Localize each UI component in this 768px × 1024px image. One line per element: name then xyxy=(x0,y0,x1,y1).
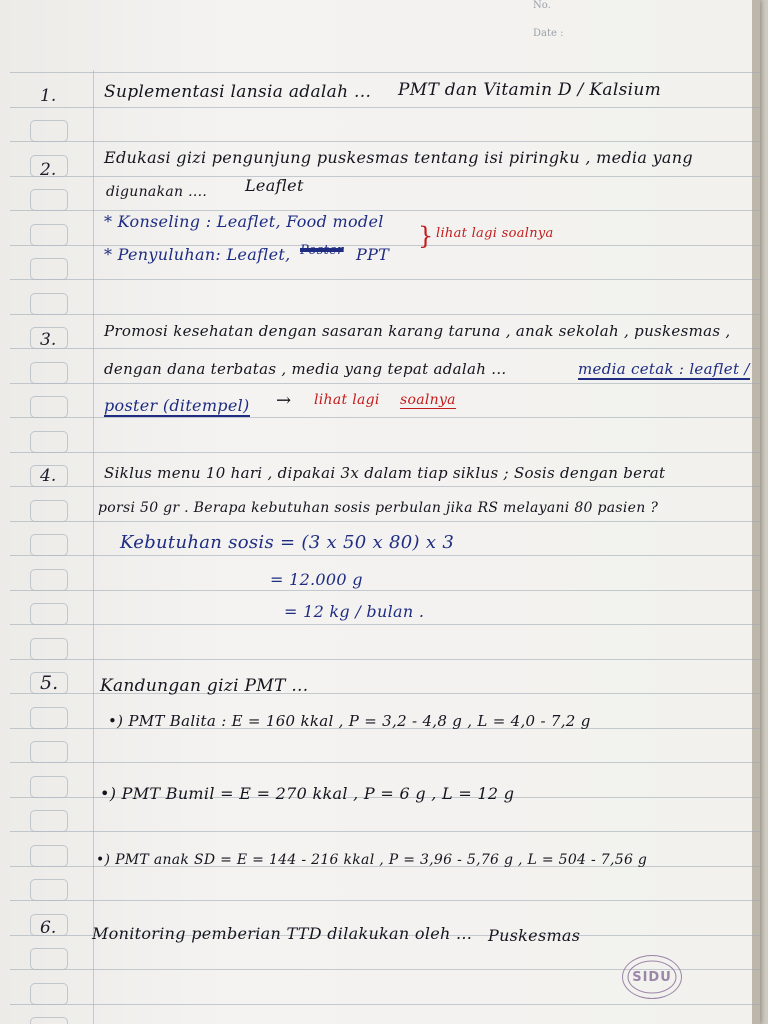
item-6-answer: Puskesmas xyxy=(488,926,581,945)
ruled-line xyxy=(10,659,760,660)
ruled-line xyxy=(10,383,760,384)
margin-box xyxy=(30,431,68,453)
margin-box xyxy=(30,120,68,142)
margin-box xyxy=(30,603,68,625)
item-3-note-underlined xyxy=(400,392,456,408)
ruled-line xyxy=(10,624,760,625)
ruled-line xyxy=(10,555,760,556)
margin-box xyxy=(30,224,68,246)
margin-box xyxy=(30,258,68,280)
ruled-line xyxy=(10,141,760,142)
margin-box xyxy=(30,879,68,901)
ruled-line xyxy=(10,1004,760,1005)
item-2-crossed-out: Poster xyxy=(300,243,344,258)
item-3-number: 3. xyxy=(40,330,57,350)
item-5-bumil: •) PMT Bumil = E = 270 kkal , P = 6 g , L = 12 g xyxy=(100,784,515,803)
margin-box xyxy=(30,638,68,660)
item-3-note: lihat lagi xyxy=(314,392,380,408)
item-3-line-3 xyxy=(104,396,250,415)
arrow: → xyxy=(276,390,292,411)
ruled-line xyxy=(10,348,760,349)
margin-box xyxy=(30,569,68,591)
item-6-question: Monitoring pemberian TTD dilakukan oleh ... xyxy=(92,924,473,943)
item-5-balita: •) PMT Balita : E = 160 kkal , P = 3,2 - 4,8 g , L = 4,0 - 7,2 g xyxy=(108,712,591,730)
item-3-note-underlined-text: soalnya xyxy=(400,392,456,408)
item-4-line-1: Siklus menu 10 hari , dipakai 3x dalam tiap siklus ; Sosis dengan berat xyxy=(104,464,666,482)
page-edge xyxy=(752,0,760,1024)
item-4-calc: Kebutuhan sosis = (3 x 50 x 80) x 3 xyxy=(120,532,455,553)
ruled-line xyxy=(10,590,760,591)
margin-box xyxy=(30,845,68,867)
margin-box xyxy=(30,776,68,798)
ruled-line xyxy=(10,107,760,108)
margin-box xyxy=(30,293,68,315)
item-2-number: 2. xyxy=(40,160,57,180)
item-2-line-2: digunakan .... xyxy=(106,184,208,200)
item-1-answer: PMT dan Vitamin D / Kalsium xyxy=(398,80,662,100)
margin-box xyxy=(30,741,68,763)
item-3-line-2: dengan dana terbatas , media yang tepat adalah ... xyxy=(104,360,507,378)
item-3-answer-text: media cetak : leaflet / xyxy=(578,360,750,378)
ruled-line xyxy=(10,831,760,832)
item-2-penyuluhan: * Penyuluhan: Leaflet, xyxy=(104,245,291,264)
item-3-line-1: Promosi kesehatan dengan sasaran karang taruna , anak sekolah , puskesmas , xyxy=(104,322,731,340)
header-date: Date : xyxy=(533,28,564,39)
item-4-line-2: porsi 50 gr . Berapa kebutuhan sosis perbulan jika RS melayani 80 pasien ? xyxy=(98,500,659,516)
ruled-line xyxy=(10,314,760,315)
item-3-answer xyxy=(578,360,750,378)
ruled-line xyxy=(10,279,760,280)
item-1-question: Suplementasi lansia adalah ... xyxy=(104,82,372,102)
margin-box xyxy=(30,707,68,729)
item-5-anak-sd: •) PMT anak SD = E = 144 - 216 kkal , P = 3,96 - 5,76 g , L = 504 - 7,56 g xyxy=(96,852,648,868)
item-4-result-1: = 12.000 g xyxy=(270,570,363,589)
ruled-line xyxy=(10,417,760,418)
header-no: No. xyxy=(533,0,551,11)
ruled-line xyxy=(10,486,760,487)
item-6-number: 6. xyxy=(40,918,57,938)
red-brace: } xyxy=(418,222,434,250)
item-4-number: 4. xyxy=(40,466,57,486)
margin-box xyxy=(30,534,68,556)
margin-box xyxy=(30,1017,68,1024)
stamp-text: SIDU xyxy=(632,969,672,985)
margin-box xyxy=(30,189,68,211)
item-1-number: 1. xyxy=(40,86,57,106)
ruled-line xyxy=(10,900,760,901)
margin-box xyxy=(30,983,68,1005)
ruled-line xyxy=(10,762,760,763)
ruled-line xyxy=(10,521,760,522)
margin-box xyxy=(30,810,68,832)
item-5-title: Kandungan gizi PMT ... xyxy=(100,676,309,696)
margin-line xyxy=(93,70,94,1024)
item-2-line-1: Edukasi gizi pengunjung puskesmas tentang isi piringku , media yang xyxy=(104,148,693,167)
ruled-line xyxy=(10,72,760,73)
item-2-ppt: PPT xyxy=(356,245,390,264)
margin-box xyxy=(30,396,68,418)
margin-box xyxy=(30,948,68,970)
item-2-konseling: * Konseling : Leaflet, Food model xyxy=(104,212,384,231)
item-2-answer: Leaflet xyxy=(245,176,304,195)
margin-box xyxy=(30,500,68,522)
ruled-line xyxy=(10,176,760,177)
item-2-note: lihat lagi soalnya xyxy=(436,226,554,241)
item-3-line-3-text: poster (ditempel) xyxy=(104,396,250,415)
sidu-stamp-logo xyxy=(622,955,682,999)
item-4-result-2: = 12 kg / bulan . xyxy=(284,602,425,621)
item-5-number: 5. xyxy=(40,672,59,694)
margin-box xyxy=(30,362,68,384)
ruled-line xyxy=(10,452,760,453)
ruled-line xyxy=(10,210,760,211)
